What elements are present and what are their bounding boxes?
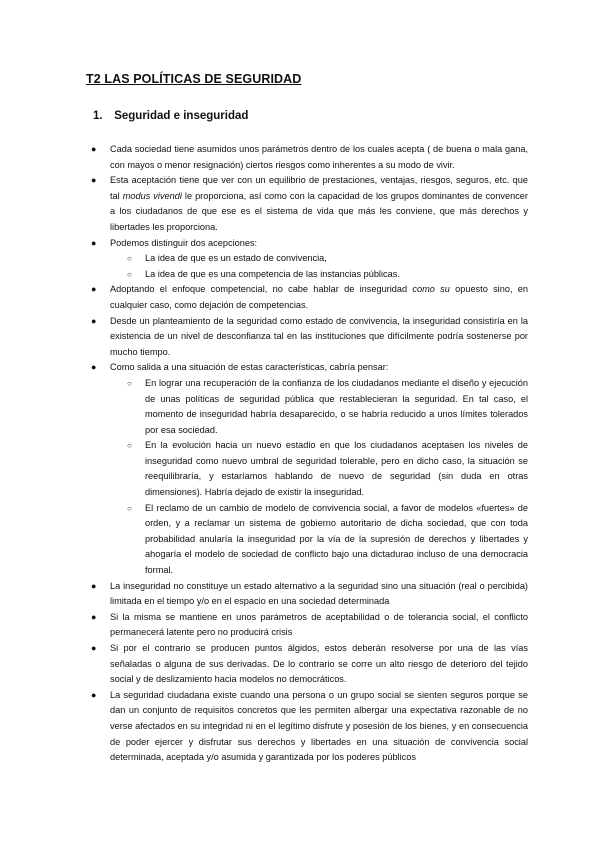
sub-list-item-text: En lograr una recuperación de la confianza de los ciudadanos mediante el diseño y ejecución de unas políticas de seguridad pública que restablecieran la seguridad. En tal caso, el momento de inseguridad habría desaparecido, o se habría reducido a unos límites tolerados por esa sociedad.	[145, 377, 528, 435]
list-item	[0, 236, 600, 283]
list-item-text: Si por el contrario se producen puntos álgidos, estos deberán resolverse por una de las vías señaladas o alguna de sus derivadas. De lo contrario se corre un alto riesgo de deterioro del tejido social y de deslizamiento hacia modelos no democráticos.	[110, 643, 528, 685]
sub-list-item	[110, 267, 528, 283]
bullet-icon: ●	[91, 144, 97, 154]
sub-bullet-icon: ○	[127, 503, 132, 513]
sub-list-item	[110, 376, 528, 438]
bullet-icon: ●	[91, 580, 97, 591]
sub-bullet-icon: ○	[127, 269, 132, 279]
list-item-text: Si la misma se mantiene en unos parámetros de aceptabilidad o de tolerancia social, el conflicto permanecerá latente pero no producirá crisis	[110, 611, 528, 638]
section-number: 1.	[93, 110, 103, 122]
list-item	[0, 641, 600, 688]
list-item	[0, 610, 600, 641]
sub-list-item-text: La idea de que es una competencia de las instancias públicas.	[145, 268, 400, 279]
list-item-text: La inseguridad no constituye un estado alternativo a la seguridad sino una situación (real o percibida) limitada en el tiempo y/o en el espacio en una sociedad determinada	[110, 580, 528, 607]
sub-list-item-text: En la evolución hacia un nuevo estadio en que los ciudadanos aceptasen los niveles de inseguridad como nuevo umbral de seguridad tolerable, pero en dicho caso, la situación se reequilibraría, y estaríamos hablando de nuevo de seguridad (sin duda en otras dimensiones). Habría dejado de existir la inseguridad.	[145, 440, 528, 498]
bullet-icon: ●	[91, 689, 97, 700]
bullet-icon: ●	[91, 611, 97, 622]
list-item-text: La seguridad ciudadana existe cuando una persona o un grupo social se sienten seguros porque se dan un conjunto de requisitos concretos que les permiten albergar una expectativa razonable de no verse afectados en su integridad ni en el legítimo disfrute y posesión de los bienes, y en consecuencia de poder ejercer y disfrutar sus derechos y libertades en una situación de convivencia social determinada, aceptada y/o asumida y garantizada por los poderes públicos	[110, 689, 528, 763]
sub-list	[110, 376, 528, 579]
list-item-text: Cada sociedad tiene asumidos unos parámetros dentro de los cuales acepta ( de buena o mala gana, con mayos o menor resignación) ciertos riesgos como inherentes a su modo de vivir.	[110, 144, 528, 170]
list-item-text: Podemos distinguir dos acepciones:	[110, 237, 258, 248]
list-item	[0, 173, 600, 235]
sub-bullet-icon: ○	[127, 441, 132, 451]
list-item	[0, 688, 600, 766]
section-heading	[93, 110, 248, 122]
bullet-icon: ●	[91, 362, 97, 373]
section-title: Seguridad e inseguridad	[114, 110, 249, 122]
sub-list-item-text: La idea de que es un estado de convivencia,	[145, 253, 327, 264]
sub-list-item	[110, 438, 528, 500]
list-item-text: le proporciona, así como con la capacidad de los grupos dominantes de convencer a los ciudadanos de que ese es el sistema de vida que más les conviene, que más derechos y libertades les proporciona.	[110, 190, 528, 232]
sub-bullet-icon: ○	[127, 254, 132, 264]
bullet-icon: ●	[91, 643, 97, 653]
sub-list-item	[110, 251, 528, 267]
list-item	[0, 142, 600, 173]
sub-list-item	[110, 501, 528, 579]
list-item-text: Adoptando el enfoque competencial, no cabe hablar de inseguridad	[110, 284, 413, 295]
bullet-list	[0, 142, 600, 766]
bullet-icon: ●	[91, 175, 97, 186]
bullet-icon: ●	[91, 284, 97, 295]
bullet-icon: ●	[91, 315, 97, 326]
list-item	[0, 314, 600, 361]
list-item-text: Como salida a una situación de estas características, cabría pensar:	[110, 362, 389, 373]
sub-list	[110, 251, 528, 282]
list-item-emphasis: como su	[412, 284, 450, 295]
list-item-text: opuesto sino, en cualquier caso, como dejación de competencias.	[110, 284, 528, 310]
list-item-text: Desde un planteamiento de la seguridad como estado de convivencia, la inseguridad consistiría en la existencia de un nivel de desconfianza tal en las instituciones que difícilmente podría sostenerse por mucho tiempo.	[110, 315, 528, 357]
list-item-emphasis: modus vivendi	[122, 190, 182, 201]
list-item-text: Esta aceptación tiene que ver con un equilibrio de prestaciones, ventajas, riesgos, seguros, etc. que tal	[110, 175, 528, 201]
list-item	[0, 360, 600, 578]
sub-list-item-text: El reclamo de un cambio de modelo de convivencia social, a favor de modelos «fuertes» de orden, y a reclamar un sistema de gobierno autoritario de dicha sociedad, que con toda probabilidad anularía la inseguridad por la vía de la supresión de derechos y libertades y ahogaría el modelo de sociedad de conflicto bajo una dictadurao incluso de una democracia formal.	[145, 502, 528, 576]
document-title: T2 LAS POLÍTICAS DE SEGURIDAD	[86, 72, 302, 86]
bullet-icon: ●	[91, 237, 97, 248]
list-item	[0, 579, 600, 610]
sub-bullet-icon: ○	[127, 378, 132, 388]
list-item	[0, 282, 600, 313]
